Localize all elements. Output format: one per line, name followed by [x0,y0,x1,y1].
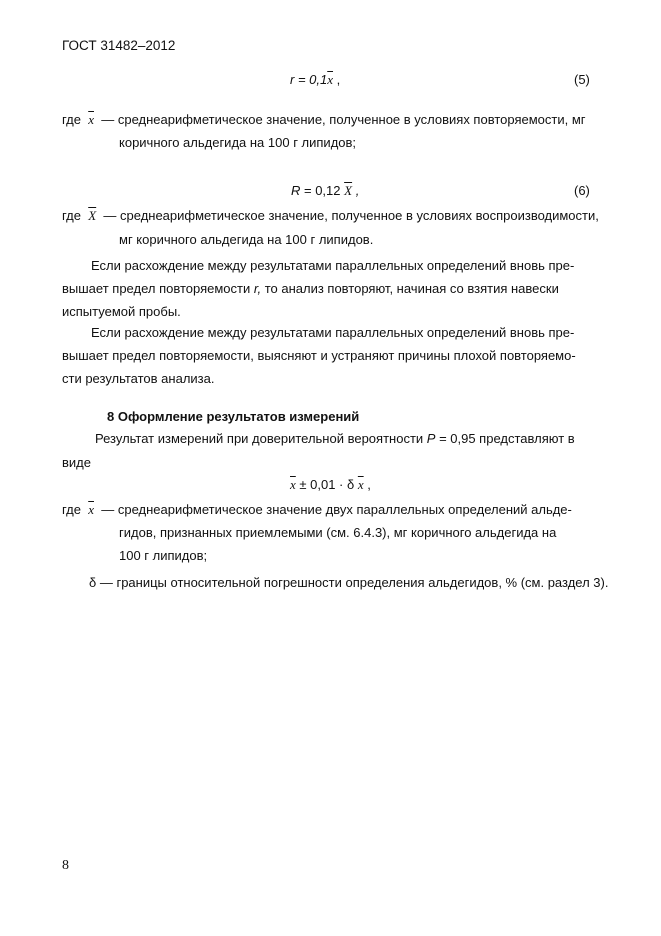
para1-line2-a: вышает предел повторяемости [62,281,254,296]
def-result-line1 [62,502,572,518]
formula-5 [290,72,340,88]
def-result-var: $\overline{x}$ [88,502,94,517]
def6-line1 [62,208,599,224]
def-result-line3: 100 г липидов; [119,548,208,563]
para2-line2: вышает предел повторяемости, выясняют и устраняют причины плохой повторяемо- [62,348,576,363]
para2-line3: сти результатов анализа. [62,371,215,386]
document-id-header: ГОСТ 31482–2012 [62,38,176,53]
para3-line1-b: = 0,95 представляют в [435,431,575,446]
para1-line2-b: то анализ повторяют, начиная со взятия навески [261,281,559,296]
formula-5-lhs: r [290,72,295,87]
para1-line3: испытуемой пробы. [62,304,181,319]
formula-5-number: (5) [574,72,590,87]
para3-line1 [95,431,575,446]
para1-line1: Если расхождение между результатами параллельных определений вновь пре- [91,258,575,273]
def6-var: $\overline{X}$ [88,208,97,223]
formula-result-var1: $\overline{x}$ [290,477,296,492]
def-result-text1: — среднеарифметическое значение двух параллельных определений альде- [101,502,572,517]
def6-line2: мг коричного альдегида на 100 г липидов. [119,232,374,247]
formula-6-var: $\overline{X}$ [344,183,353,198]
def5-var: $\overline{x}$ [88,112,94,127]
section-8-heading: 8 Оформление результатов измерений [107,409,360,424]
formula-5-rhs: = 0,1 [294,72,328,87]
def5-where: где [62,112,81,127]
page-number: 8 [62,858,69,873]
para3-var-p: P [426,431,436,446]
def5-text1: — среднеарифметическое значение, полученное в условиях повторяемости, мг [101,112,586,127]
formula-result-var2: $\overline{x}$ [357,477,364,492]
formula-6-rhs: = 0,12 [300,183,345,198]
formula-6-number: (6) [574,183,590,198]
def6-text1: — среднеарифметическое значение, полученное в условиях воспроизводимости, [103,208,599,223]
para1-var-r: r, [253,281,262,296]
para3-line2: виде [62,455,91,470]
formula-6-suffix: , [352,183,360,198]
def-result-line2: гидов, признанных приемлемыми (см. 6.4.3), мг коричного альдегида на [119,525,557,540]
formula-5-var: $\overline{x}$ [327,72,334,87]
def-result-where: где [62,502,81,517]
def6-where: где [62,208,81,223]
para2-line1: Если расхождение между результатами параллельных определений вновь пре- [91,325,575,340]
formula-result-middle: ± 0,01 · δ [295,477,358,492]
formula-result [290,477,371,493]
formula-6 [291,183,359,199]
def5-line1 [62,112,586,128]
formula-6-lhs: R [291,183,301,198]
para1-line2 [62,281,559,296]
def-result-delta: δ — границы относительной погрешности определения альдегидов, % (см. раздел 3). [89,575,609,590]
para3-line1-a: Результат измерений при доверительной вероятности [95,431,427,446]
formula-result-suffix: , [363,477,371,492]
def5-line2: коричного альдегида на 100 г липидов; [119,135,357,150]
formula-5-suffix: , [333,72,341,87]
